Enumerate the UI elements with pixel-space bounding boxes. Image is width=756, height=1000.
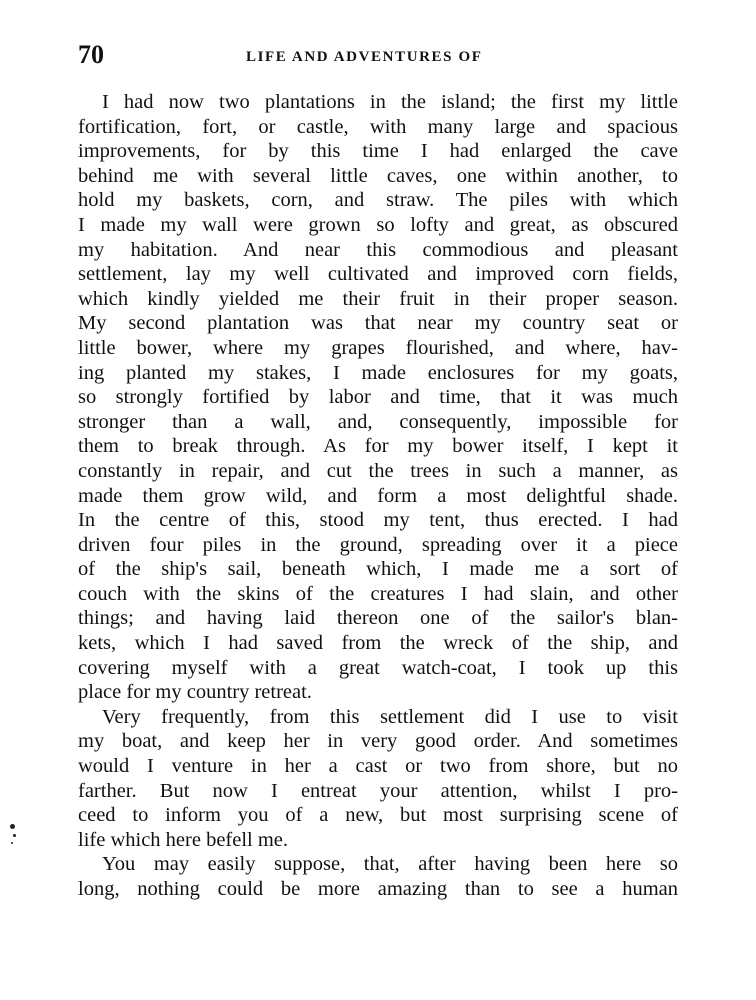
body-text [78,90,678,902]
text-line: couch with the skins of the creatures I had slain, and other [78,582,678,605]
text-line: kets, which I had saved from the wreck of the ship, and [78,632,678,655]
text-line: so strongly fortified by labor and time, that it was much [78,386,678,409]
text-line: improvements, for by this time I had enlarged the cave [78,140,678,163]
text-line: my habitation. And near this commodious and pleasant [78,238,678,261]
text-line: I made my wall were grown so lofty and great, as obscured [78,213,678,236]
text-line: life which here befell me. [78,828,289,851]
text-line: Very frequently, from this settlement did I use to visit [102,705,678,728]
running-head: LIFE AND ADVENTURES OF [246,49,483,65]
text-line: fortification, fort, or castle, with many large and spacious [78,115,678,138]
text-line: my boat, and keep her in very good order. And sometimes [78,730,678,753]
page-header [78,38,678,72]
text-line: I had now two plantations in the island; the first my little [102,91,678,113]
page-number: 70 [78,40,104,69]
text-line: hold my baskets, corn, and straw. The piles with which [78,189,678,212]
text-line: long, nothing could be more amazing than to see a human [78,878,678,900]
text-line: driven four piles in the ground, spreading over it a piece [78,533,678,556]
text-line: made them grow wild, and form a most delightful shade. [78,484,678,507]
text-line: covering myself with a great watch-coat, I took up this [78,656,678,679]
text-line: ceed to inform you of a new, but most surprising scene of [78,804,678,827]
text-line: My second plantation was that near my country seat or [78,312,678,335]
text-line: You may easily suppose, that, after having been here so [102,853,678,876]
text-line: constantly in repair, and cut the trees in such a manner, as [78,459,678,482]
margin-speck [8,822,20,852]
text-line: things; and having laid thereon one of the sailor's blan- [78,607,678,630]
text-line: them to break through. As for my bower itself, I kept it [78,435,678,458]
text-line: little bower, where my grapes flourished, and where, hav- [78,336,678,359]
text-line: of the ship's sail, beneath which, I made me a sort of [78,558,678,581]
text-line: settlement, lay my well cultivated and improved corn fields, [78,263,678,286]
speck-dot [13,834,16,837]
text-line: place for my country retreat. [78,681,312,704]
speck-dot [11,842,13,844]
text-line: behind me with several little caves, one within another, to [78,164,678,187]
text-line: stronger than a wall, and, consequently, impossible for [78,410,678,433]
text-line: ing planted my stakes, I made enclosures for my goats, [78,361,678,384]
speck-dot [10,824,15,829]
text-line: farther. But now I entreat your attention, whilst I pro- [78,779,678,802]
text-line: which kindly yielded me their fruit in their proper season. [78,287,678,310]
text-line: In the centre of this, stood my tent, thus erected. I had [78,509,678,532]
text-line: would I venture in her a cast or two from shore, but no [78,755,678,778]
